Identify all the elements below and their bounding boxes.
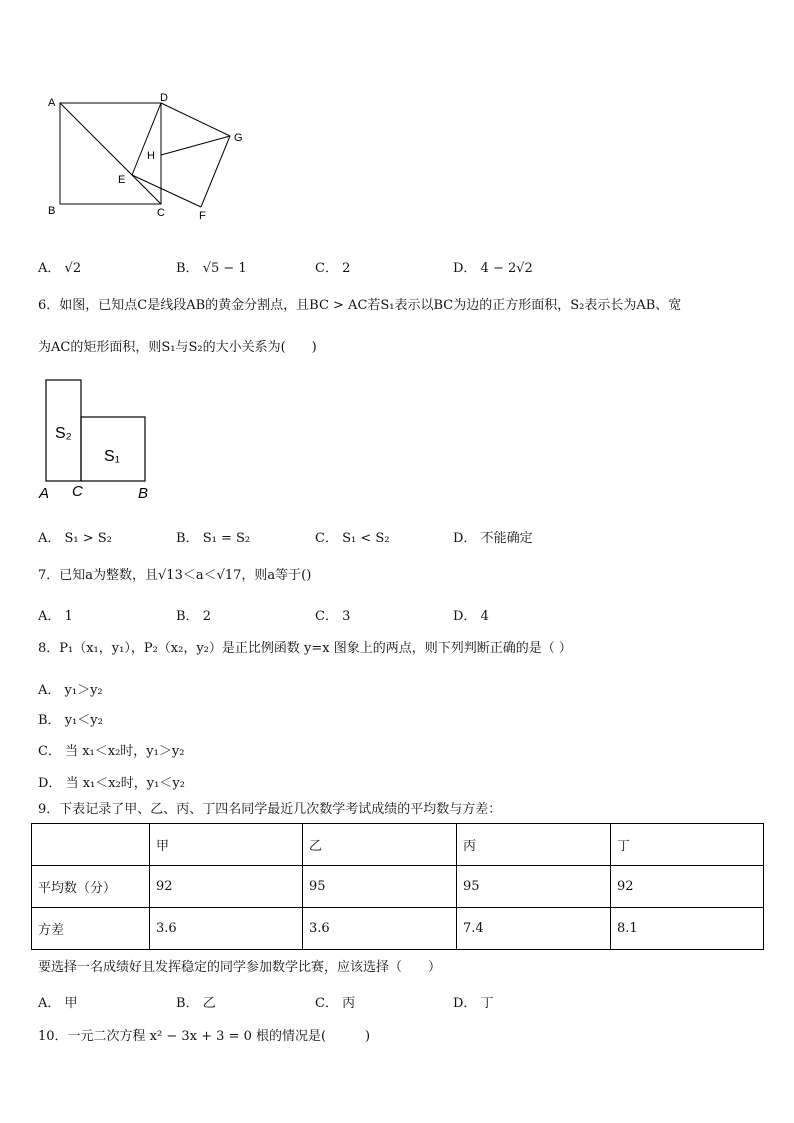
- q8-option-d[interactable]: [38, 772, 185, 791]
- q7-stem: 7．已知a为整数，且√13＜a＜√17，则a等于(): [38, 568, 312, 583]
- option-letter: D．: [38, 776, 62, 791]
- q5-option-a[interactable]: [38, 257, 81, 276]
- q6-option-d[interactable]: [453, 527, 533, 546]
- option-text: 2: [342, 261, 351, 276]
- table-cell: [32, 824, 150, 866]
- label-b: B: [48, 205, 56, 217]
- label-g: G: [234, 132, 243, 144]
- option-text: 丙: [342, 996, 356, 1011]
- option-text: √2: [64, 261, 82, 276]
- geometry-figure-1: [40, 88, 260, 223]
- table-cell: 95: [457, 866, 611, 908]
- option-letter: A．: [38, 683, 61, 698]
- label-point-b: B: [138, 485, 149, 501]
- option-letter: D．: [453, 261, 477, 276]
- segment-hg: [161, 136, 230, 155]
- option-letter: D．: [453, 609, 477, 624]
- label-f: F: [199, 210, 206, 222]
- q5-option-b[interactable]: [176, 257, 247, 276]
- option-text: y₁＞y₂: [64, 683, 103, 698]
- table-cell: 丁: [611, 824, 764, 866]
- segment-dg: [161, 103, 230, 136]
- option-text: S₁ > S₂: [64, 531, 112, 546]
- label-c: C: [157, 207, 165, 219]
- segment-de: [132, 103, 161, 175]
- q8-option-c[interactable]: [38, 740, 184, 759]
- option-letter: D．: [453, 996, 477, 1011]
- option-letter: C．: [315, 531, 338, 546]
- table-cell: 3.6: [303, 908, 457, 950]
- option-letter: A．: [38, 531, 61, 546]
- option-text: 4: [480, 609, 489, 624]
- option-text: 3: [342, 609, 351, 624]
- q9-stem: 9．下表记录了甲、乙、丙、丁四名同学最近几次数学考试成绩的平均数与方差：: [38, 802, 502, 817]
- table-row: [32, 908, 764, 950]
- q9-option-d[interactable]: [453, 992, 494, 1011]
- option-text: 1: [64, 609, 73, 624]
- option-letter: B．: [176, 531, 199, 546]
- table-cell: 3.6: [150, 908, 303, 950]
- label-point-a: A: [39, 485, 50, 501]
- label-s2: S₂: [55, 425, 72, 442]
- option-letter: A．: [38, 996, 61, 1011]
- segment-ef: [132, 175, 201, 207]
- label-s1: S₁: [104, 448, 121, 465]
- segment-gf: [201, 136, 230, 207]
- table-cell: 方差: [32, 908, 150, 950]
- label-a: A: [48, 97, 56, 109]
- q5-option-d[interactable]: [453, 257, 533, 276]
- table-row: [32, 866, 764, 908]
- q9-question: 要选择一名成绩好且发挥稳定的同学参加数学比赛，应该选择（ ）: [38, 960, 442, 975]
- q6-option-a[interactable]: [38, 527, 112, 546]
- q9-option-b[interactable]: [176, 992, 216, 1011]
- option-letter: A．: [38, 609, 61, 624]
- option-letter: C．: [315, 261, 338, 276]
- table-cell: 甲: [150, 824, 303, 866]
- option-text: 当 x₁＜x₂时，y₁＜y₂: [65, 776, 185, 791]
- option-letter: B．: [176, 996, 199, 1011]
- option-letter: B．: [176, 261, 199, 276]
- q6-stem-line1: 6．如图，已知点C是线段AB的黄金分割点，且BC > AC若S₁表示以BC为边的正方形面积，S₂表示长为AB、宽: [38, 298, 682, 313]
- table-cell: 92: [150, 866, 303, 908]
- q6-stem-line2: 为AC的矩形面积，则S₁与S₂的大小关系为( ): [38, 340, 317, 355]
- q7-option-a[interactable]: [38, 605, 73, 624]
- table-cell: 8.1: [611, 908, 764, 950]
- table-cell: 95: [303, 866, 457, 908]
- table-header-row: [32, 824, 764, 866]
- label-d: D: [160, 92, 168, 104]
- option-letter: A．: [38, 261, 61, 276]
- table-cell: 丙: [457, 824, 611, 866]
- table-cell: 7.4: [457, 908, 611, 950]
- q7-option-b[interactable]: [176, 605, 211, 624]
- q9-option-c[interactable]: [315, 992, 355, 1011]
- option-text: 甲: [64, 996, 78, 1011]
- table-cell: 乙: [303, 824, 457, 866]
- option-letter: C．: [315, 996, 338, 1011]
- label-point-c: C: [72, 483, 83, 500]
- option-text: 2: [202, 609, 211, 624]
- q9-option-a[interactable]: [38, 992, 78, 1011]
- option-text: S₁ < S₂: [342, 531, 390, 546]
- option-letter: D．: [453, 531, 477, 546]
- table-cell: 平均数（分）: [32, 866, 150, 908]
- option-letter: C．: [315, 609, 338, 624]
- option-letter: B．: [176, 609, 199, 624]
- table-cell: 92: [611, 866, 764, 908]
- option-text: 乙: [202, 996, 216, 1011]
- q7-option-c[interactable]: [315, 605, 350, 624]
- q8-option-b[interactable]: [38, 709, 103, 728]
- option-text: √5 − 1: [202, 261, 247, 276]
- label-e: E: [118, 174, 126, 186]
- option-letter: B．: [38, 713, 61, 728]
- q8-option-a[interactable]: [38, 679, 103, 698]
- label-h: H: [147, 150, 155, 162]
- q7-option-d[interactable]: [453, 605, 489, 624]
- q8-stem: 8．P₁（x₁，y₁），P₂（x₂，y₂）是正比例函数 y=x 图象上的两点，则下列判断正确的是（ ）: [38, 641, 572, 656]
- diagonal-ac: [60, 103, 161, 204]
- option-text: 4 − 2√2: [480, 261, 533, 276]
- option-text: S₁ = S₂: [202, 531, 251, 546]
- option-text: 不能确定: [480, 531, 533, 546]
- rectangle-figure-q6: [38, 375, 158, 501]
- option-letter: C．: [38, 744, 61, 759]
- option-text: 丁: [480, 996, 494, 1011]
- option-text: y₁＜y₂: [64, 713, 103, 728]
- option-text: 当 x₁＜x₂时，y₁＞y₂: [65, 744, 185, 759]
- q6-option-b[interactable]: [176, 527, 250, 546]
- q10-stem: 10．一元二次方程 x² − 3x + 3 = 0 根的情况是( ): [38, 1029, 371, 1044]
- scores-table: [31, 823, 764, 950]
- q5-option-c[interactable]: [315, 257, 350, 276]
- q6-option-c[interactable]: [315, 527, 390, 546]
